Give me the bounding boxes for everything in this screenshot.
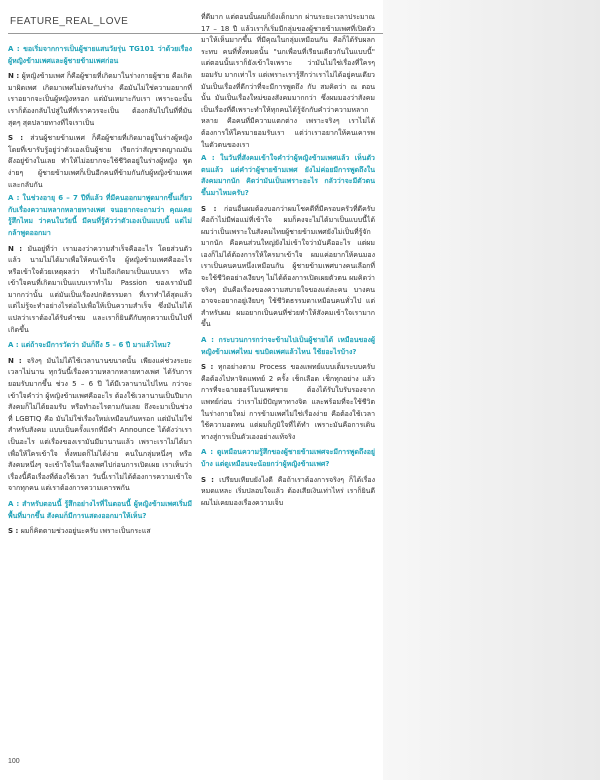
question-text: ขอเริ่มจากการเป็นผู้ชายแสนวัยรุ่น TG101 ว่าด้วยเรื่องผู้หญิงข้ามเพศและผู้ชายข้ามเพศก่อน <box>8 45 192 65</box>
question-text: ดูเหมือนความรู้สึกของผู้ชายข้ามเพศจะมีการพูดถึงอยู่บ้าง แต่ดูเหมือนจะน้อยกว่าผู้หญิงข้ามเพศ? <box>201 448 375 468</box>
question-speaker: A : <box>201 336 219 345</box>
question-speaker: A : <box>201 448 217 457</box>
answer-speaker: S : <box>201 475 220 484</box>
question-paragraph <box>8 44 192 67</box>
question-paragraph <box>201 335 375 358</box>
question-text: ในวันที่สังคมเข้าใจคำว่าผู้หญิงข้ามเพศแล้ว เห็นตัวตนแล้ว แต่คำว่าผู้ชายข้ามเพศ ยังไม่ค่อยมีการพูดถึงในสังคมมากนัก คิดว่ามันเป็นเพราะอะไร กลัวว่าจะมีตัวตนขึ้นมาไหมครับ? <box>201 154 375 197</box>
question-speaker: A : <box>201 154 221 163</box>
answer-speaker: N : <box>8 244 28 253</box>
answer-text: เปรียบเทียบยังไงดี คือถ้าเราต้องการจริงๆ ก็ได้เรื่องหมดแหละ เริ่มปลอบใจแล้ว ต้องเสียเงินเท่าไหร่ เราก็ยินดี ผมไม่เคยมองเรื่องความเจ็บ <box>201 475 375 507</box>
middle-text-column <box>201 12 375 742</box>
answer-text: ก่อนอื่นผมต้องบอกว่าผมโชคดีที่มีครอบครัวที่ดีครับ คือถ้าไม่มีพ่อแม่ที่เข้าใจ ผมก็คงจะไม่ได้มาเป็นแบบนี้ได้ ผมว่าเป็นเพราะในสังคมไทยผู้ชายข้ามเพศยังไม่เป็นที่รู้จักมากนัก คือคนส่วนใหญ่ยังไม่เข้าใจว่ามันคืออะไร แต่ผมเองก็ไม่ได้ต้องการให้ใครมาเข้าใจ ผมแค่อยากให้คนมองเราเป็นคนคนหนึ่งเหมือนกัน ผู้ชายข้ามเพศบางคนเลือกที่จะใช้ชีวิตอย่างเงียบๆ ไม่ได้ต้องการเปิดเผยตัวตน ผมคิดว่าจริงๆ มันคือเรื่องของความสบายใจของแต่ละคน บางคนอาจจะอยากอยู่เงียบๆ ใช้ชีวิตธรรมดาเหมือนคนทั่วไป แต่สำหรับผม ผมอยากเป็นคนที่ช่วยทำให้สังคมเข้าใจเรามากขึ้น <box>201 204 375 329</box>
answer-paragraph <box>201 362 375 443</box>
answer-paragraph <box>201 475 375 510</box>
body-paragraph <box>201 12 375 151</box>
question-paragraph <box>8 340 192 352</box>
answer-text: มันอยู่ที่ว่า เรามองว่าความสำเร็จคืออะไร โดยส่วนตัวแล้ว นามไม่ได้มาเพื่อให้คนเข้าใจ ผู้หญิงข้ามเพศคืออะไร หรือเข้าใจด้วยเหตุผลว่า ทำไมถึงเกิดมาเป็นแบบเรา หรือเข้าใจคนที่เกิดมาเป็นแบบเราทำไม Passion ของเรามันมีมากกว่านั้น แต่มันเป็นเรื่องปกติธรรมดา ที่เราทำได้สุดแล้ว แต่ไม่รู้จะทำอย่างไรต่อไปเพื่อให้เป็นความสำเร็จ ซึ่งมันไม่ได้แปลว่าเราต้องได้รับคำชม และเราก็ยินดีกับทุกความเป็นไปที่เกิดขึ้น <box>8 244 192 334</box>
page-number: 100 <box>8 758 20 765</box>
question-paragraph <box>8 193 192 239</box>
answer-paragraph <box>8 71 192 129</box>
left-text-column <box>8 44 192 754</box>
paragraph-text: ที่ดีมาก แต่ตอนนั้นผมก็ยังเด็กมาก ผ่านระยะเวลาประมาณ 17 – 18 ปี แล้วเราก็เริ่มมีกลุ่มของผู้ชายข้ามเพศที่เปิดตัวมาให้เห็นมากขึ้น ที่มีคุณในกลุ่มเหมือนกัน คือก็ได้รับผลกระทบ คนที่ทั้งหมดนั้น "นกเพื่อนที่เรียนเดียวกันในแบบนี้" แต่ตอนนั้นเราก็ยังเข้าใจเพราะ ว่ามันไม่ใช่เรื่องที่ใครๆ ยอมรับ มากเท่าไร แต่เพราะเรารู้สึกว่าเราไม่ได้อยู่คนเดียว มันเป็นเรื่องที่ดีกว่าที่จะมีการพูดถึง กับ สมคิดว่า ณ ตอนนั้น มันเป็นเรื่องใหม่ของสังคมมากกว่า ซึ่งผมมองว่าสังคมเป็นเรื่องที่ดีเพราะทำให้ทุกคนได้รู้จักกับคำว่าความหลากหลาย คือคนที่มีความแตกต่าง เพราะจริงๆ เราไม่ได้ต้องการให้ใครมายอมรับเรา แต่ว่าเราอยากให้คนเคารพในตัวตนของเรา <box>201 13 375 149</box>
question-text: ในช่วงอายุ 6 – 7 ปีที่แล้ว ที่มีคนออกมาพูดมากขึ้นเกี่ยวกับเรื่องความหลากหลายทางเพศ จนอยากจะถามว่า คุณเคยรู้สึกไหม ว่าคนในวัยนี้ มีคนที่รู้ตัวว่าตัวเองเป็นแบบนี้ แต่ไม่กล้าพูดออกมา <box>8 194 192 237</box>
question-text: แต่ถ้าจะมีการวัดว่า มันก็ถึง 5 – 6 ปี มาแล้วไหม? <box>21 341 171 350</box>
question-paragraph <box>8 499 192 522</box>
answer-speaker: S : <box>201 204 224 213</box>
answer-text: ผมก็คิดตามช่วงอยู่นะครับ เพราะเป็นกระแส <box>20 527 151 536</box>
answer-paragraph <box>8 356 192 495</box>
answer-paragraph <box>8 526 192 538</box>
question-paragraph <box>201 447 375 470</box>
answer-text: ผู้หญิงข้ามเพศ ก็คือผู้ชายที่เกิดมาในร่างกายผู้ชาย คือเกิดมาผิดเพศ เกิดมาเพศไม่ตรงกับร่าง คือมันไม่ใช่ความอยากที่เราอยากจะเป็นผู้หญิงหรอก แต่มันเหมาะกับเรา เพราะฉะนั้น เราก็ต้องกลับไปสู่ในที่ที่เราควรจะเป็น ต้องกลับไปในที่ที่มันสุดๆ สุดปลายทางที่ใจเราเป็น <box>8 72 192 127</box>
question-speaker: A : <box>8 194 23 203</box>
section-header: FEATURE_REAL_LOVE <box>10 16 129 27</box>
answer-text: จริงๆ มันไม่ได้ใช้เวลานานขนาดนั้น เพียงแค่ช่วงระยะเวลาไม่นาน ทุกวันนี้เรื่องความหลากหลายทางเพศ ได้รับการยอมรับมากขึ้น ช่วง 5 – 6 ปี ได้มีเวลานานไปไหน กว่าจะเข้าใจคำว่า ผู้หญิงข้ามเพศคืออะไร ต้องใช้เวลานานเป็นปีมาก สังคมก็ไม่ได้ยอมรับ หรือทำอะไรตามกันเลย ถึงจะมาเป็นช่วงที่ LGBTIQ คือ มันไม่ใช่เรื่องใหม่เหมือนกันหรอก แต่มันไม่ใช่สำหรับสังคม แบบเป็นครั้งแรกที่มีคำ Announce ได้ดังว่าเราเป็นอะไร แต่เรื่องของเรามันมีมานานแล้ว เพราะเราไม่ได้มาเพื่อให้ใครเข้าใจ ทั้งหมดก็ไม่ได้ง่าย คนในกลุ่มหนึ่งๆ หรือสังคมหนึ่งๆ จะเข้าใจในเรื่องเพศไปก่อนการเปิดเผย เราเห็นว่าเรื่องนี้คือเรื่องที่ต้องใช้เวลา วันนี้เราไม่ได้ต้องการความเข้าใจจากทุกคน แต่เราต้องการความเคารพกัน <box>8 356 192 493</box>
question-speaker: A : <box>8 45 24 53</box>
question-speaker: A : <box>8 341 22 350</box>
answer-text: ทุกอย่างตาม Process ของแพทย์แบบเต็มระบบครับ คือต้องไปหาจิตแพทย์ 2 ครั้ง เช็กเลือด เช็กทุกอย่าง แล้วการที่จะฉายฮอร์โมนเพศชาย ต้องได้รับใบรับรองจากแพทย์ก่อน ว่าเราไม่มีปัญหาทางจิต และพร้อมที่จะใช้ชีวิตในร่างกายใหม่ การข้ามเพศไม่ใช่เรื่องง่าย คือต้องใช้เวลา ใช้ความอดทน แต่ผมก็ภูมิใจที่ได้ทำ เพราะมันคือการเดินทางสู่การเป็นตัวเองอย่างแท้จริง <box>201 363 375 441</box>
portrait-photo <box>383 0 600 780</box>
answer-speaker: N : <box>8 356 27 365</box>
question-paragraph <box>201 153 375 199</box>
body-paragraph <box>8 133 192 191</box>
question-text: สำหรับตอนนี้ รู้สึกอย่างไรที่ในตอนนี้ ผู้หญิงข้ามเพศเริ่มมีพื้นที่มากขึ้น สังคมก็มีการแสดงออกมาให้เห็น? <box>8 499 192 520</box>
answer-speaker: S : <box>201 363 218 372</box>
answer-paragraph <box>201 204 375 332</box>
question-text: กระบวนการกว่าจะข้ามไปเป็นผู้ชายได้ เหมือนของผู้หญิงข้ามเพศไหม ขนบิดเพศแล้วไหน ใช้ยอะไรบ้าง? <box>201 336 375 356</box>
answer-paragraph <box>8 244 192 337</box>
answer-speaker: N : <box>8 72 22 81</box>
answer-speaker: S : <box>8 134 31 143</box>
paragraph-text: ส่วนผู้ชายข้ามเพศ ก็คือผู้ชายที่เกิดมาอยู่ในร่างผู้หญิง โดยที่เขารับรู้อยู่ว่าตัวเองเป็นผู้ชาย เรียกว่าสัญชาตญาณมันดึงอยู่ข้างในเลย ทำให้ไม่อยากจะใช้ชีวิตอยู่ในร่างผู้หญิง พูดง่ายๆ ผู้ชายข้ามเพศก็เป็นอีกคนที่ข้ามกันกับผู้หญิงข้ามเพศ และกลับกัน <box>8 134 192 189</box>
answer-speaker: S : <box>8 527 21 536</box>
question-speaker: A : <box>8 499 23 508</box>
